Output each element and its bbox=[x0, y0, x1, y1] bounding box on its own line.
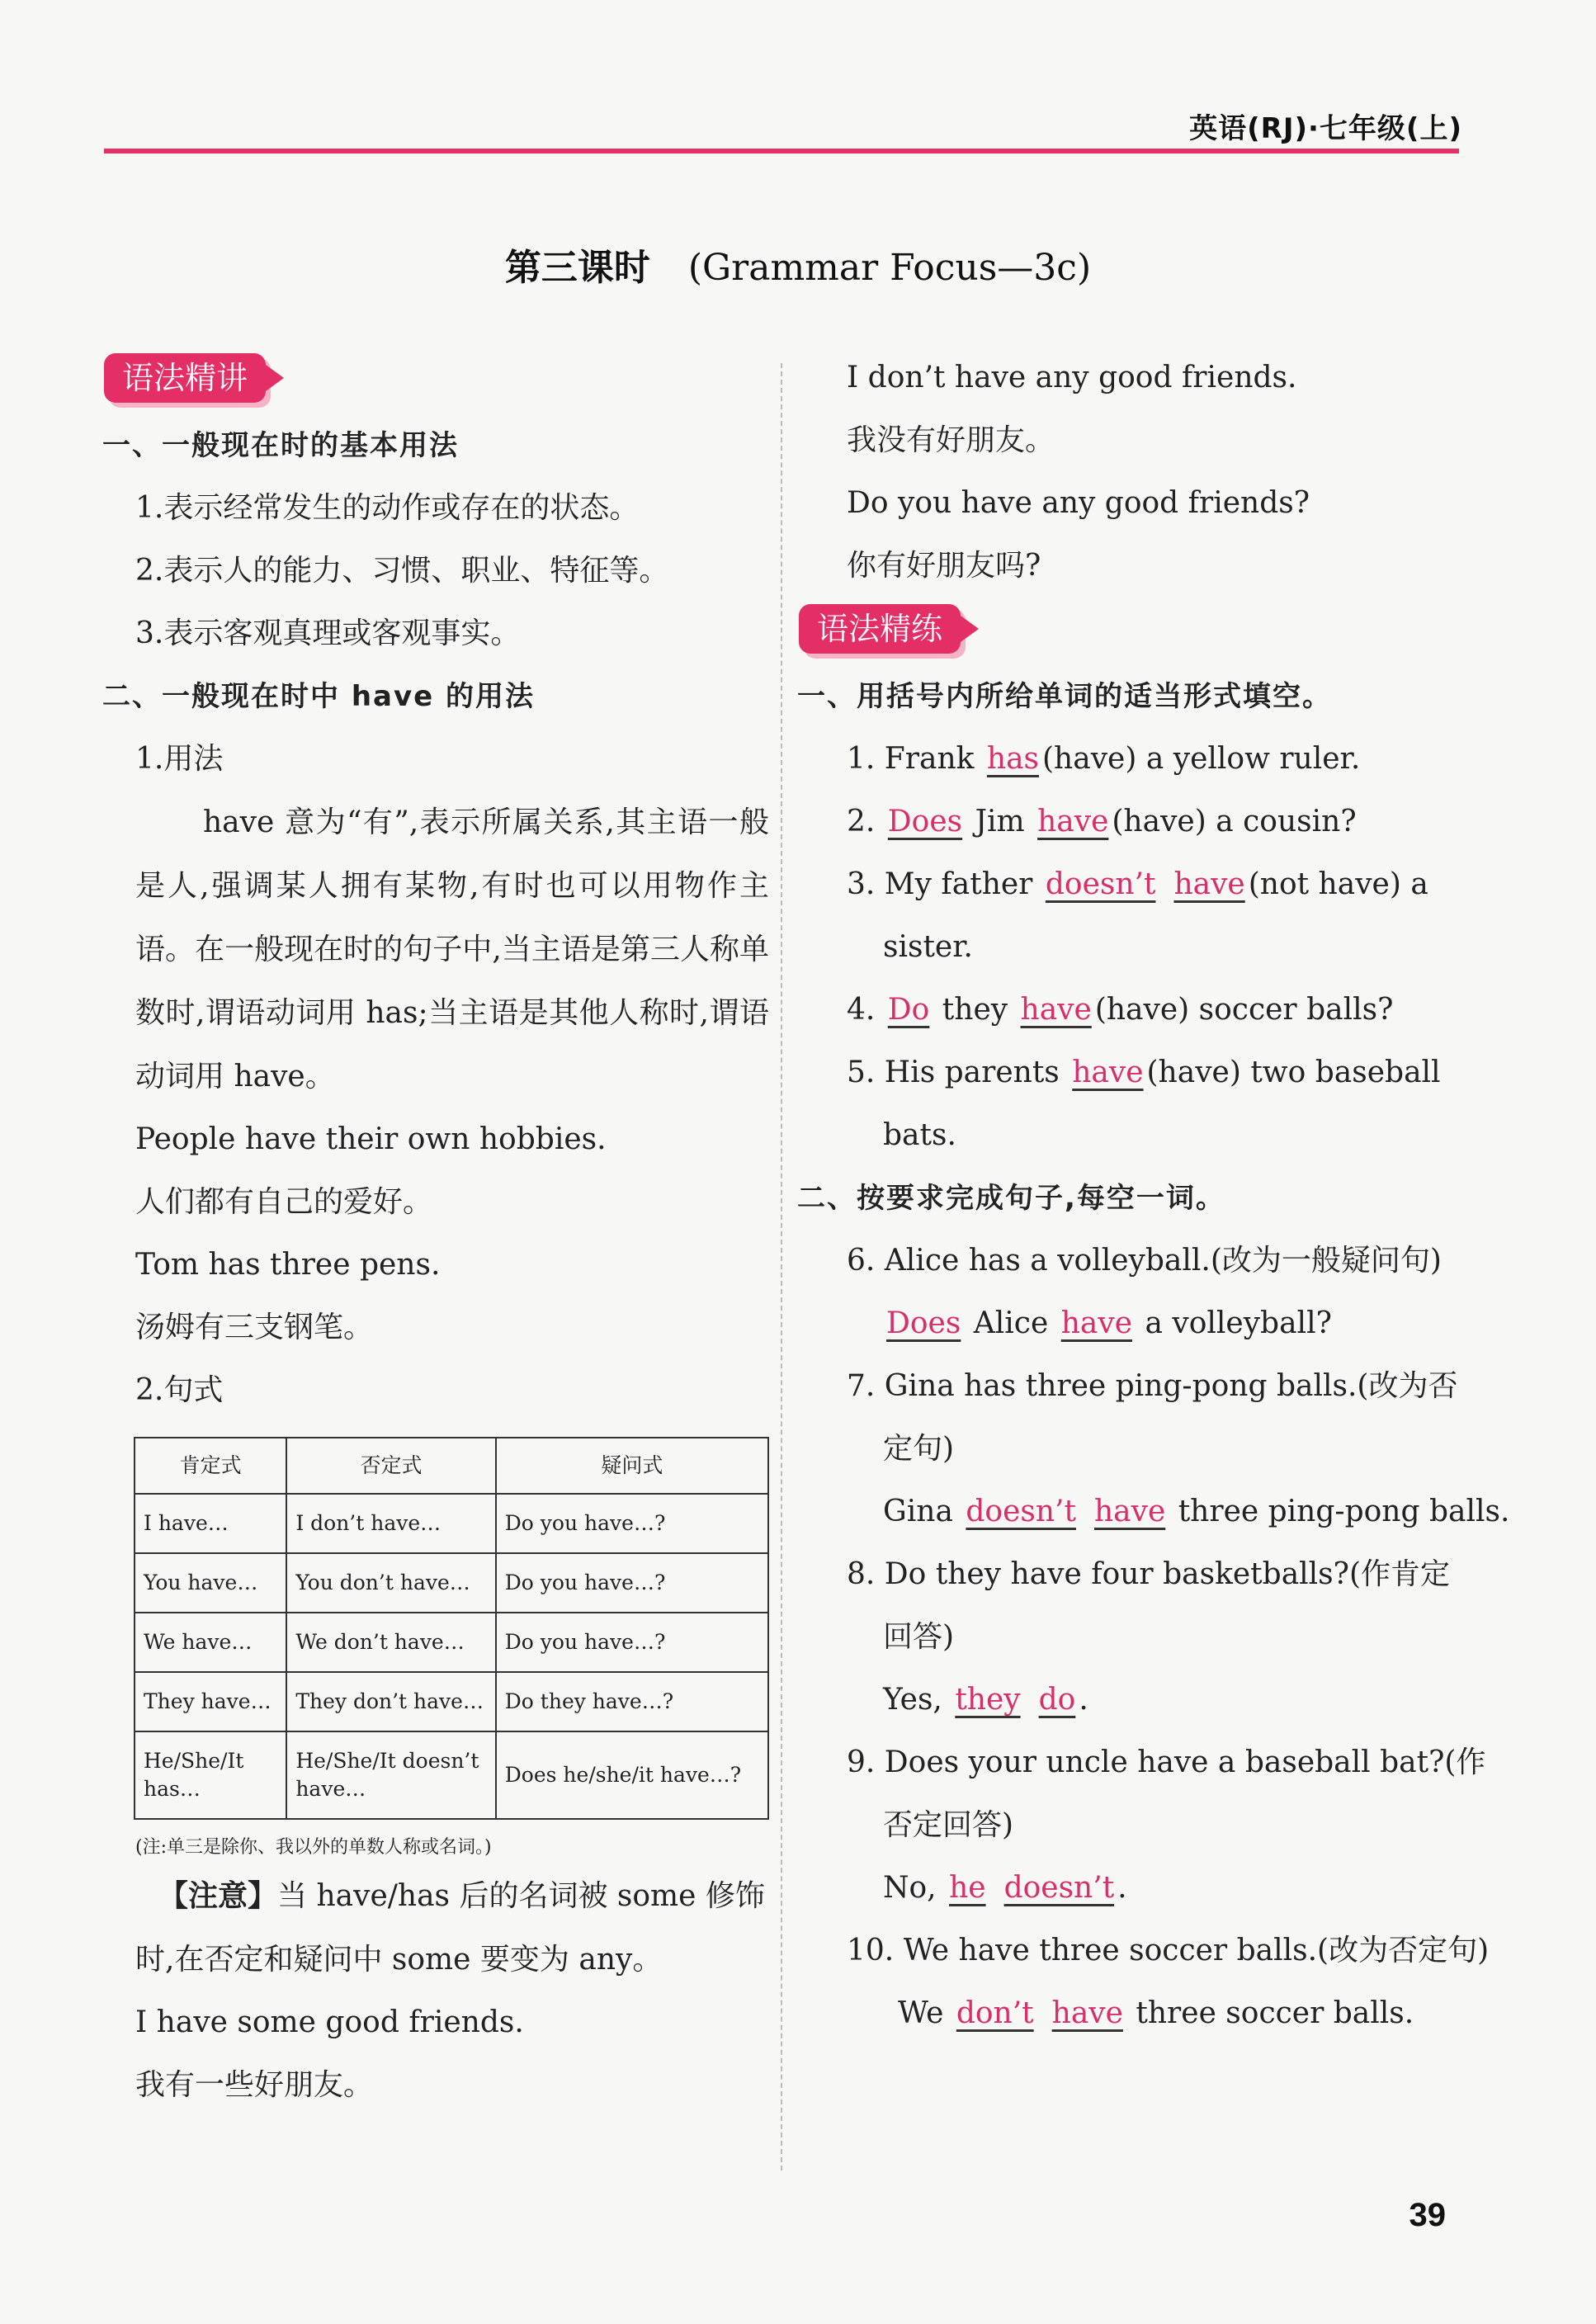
example-sentence: People have their own hobbies. bbox=[135, 1122, 607, 1156]
left-column bbox=[102, 347, 769, 2117]
question-6: 6. Alice has a volleyball.(改为一般疑问句) bbox=[847, 1244, 1442, 1278]
table-cell: You have… bbox=[135, 1553, 286, 1613]
question-7: 7. Gina has three ping-pong balls.(改为否 bbox=[847, 1369, 1458, 1403]
right-column bbox=[797, 347, 1510, 2045]
answer-blank: have bbox=[1051, 1996, 1123, 2030]
answer-blank: don’t bbox=[956, 1996, 1034, 2030]
list-item: 3.表示客观真理或客观事实。 bbox=[135, 616, 521, 650]
lesson-title bbox=[0, 238, 1596, 290]
table-cell: They have… bbox=[135, 1672, 286, 1731]
question-9-continued: 否定回答) bbox=[883, 1808, 1014, 1842]
answer-blank: he bbox=[949, 1871, 986, 1905]
answer-blank: have bbox=[1037, 805, 1109, 838]
table-cell: Do they have…? bbox=[496, 1672, 768, 1731]
table-header: 疑问式 bbox=[496, 1438, 768, 1494]
answer-blank: have bbox=[1060, 1306, 1133, 1340]
table-cell: Do you have…? bbox=[496, 1494, 768, 1553]
grammar-practice-badge: 语法精练 bbox=[799, 604, 961, 654]
lesson-title-zh: 第三课时 bbox=[504, 247, 650, 289]
section-heading: 一、一般现在时的基本用法 bbox=[102, 429, 459, 462]
table-cell: Does he/she/it have…? bbox=[496, 1731, 768, 1819]
answer-line-6: Does Alice have a volleyball? bbox=[797, 1292, 1476, 1355]
table-header: 肯定式 bbox=[135, 1438, 286, 1494]
list-item: 2.表示人的能力、习惯、职业、特征等。 bbox=[135, 554, 669, 588]
table-row bbox=[135, 1494, 768, 1553]
answer-blank: doesn’t bbox=[1045, 867, 1156, 901]
example-sentence: I don’t have any good friends. bbox=[847, 361, 1297, 394]
example-translation: 人们都有自己的爱好。 bbox=[135, 1185, 433, 1219]
answer-blank: has bbox=[986, 742, 1040, 776]
example-translation: 我没有好朋友。 bbox=[847, 423, 1055, 457]
example-sentence: Tom has three pens. bbox=[135, 1248, 441, 1282]
question-9: 9. Does your uncle have a baseball bat?(作 bbox=[847, 1745, 1486, 1779]
answer-blank: have bbox=[1020, 993, 1092, 1027]
answer-blank: they bbox=[955, 1683, 1021, 1717]
question-2: 2. Does Jim have (have) a cousin? bbox=[797, 791, 1476, 853]
table-cell: We don’t have… bbox=[286, 1613, 495, 1672]
table-cell: Do you have…? bbox=[496, 1553, 768, 1613]
exercise-heading: 二、按要求完成句子,每空一词。 bbox=[797, 1182, 1225, 1215]
question-4: 4. Do they have (have) soccer balls? bbox=[797, 979, 1476, 1042]
sentence-pattern-table bbox=[134, 1437, 769, 1820]
table-cell: I have… bbox=[135, 1494, 286, 1553]
table-header-row bbox=[135, 1438, 768, 1494]
question-8: 8. Do they have four basketballs?(作肯定 bbox=[847, 1557, 1451, 1591]
example-sentence: I have some good friends. bbox=[135, 2005, 524, 2039]
table-cell: He/She/It has… bbox=[135, 1731, 286, 1819]
answer-line-8: Yes, they do . bbox=[797, 1669, 1476, 1731]
answer-blank: Does bbox=[886, 1306, 961, 1340]
answer-blank: doesn’t bbox=[966, 1495, 1076, 1528]
usage-paragraph: have 意为“有”,表示所属关系,其主语一般是人,强调某人拥有某物,有时也可以用物作主语。在一般现在时的句子中,当主语是第三人称单数时,谓语动词用 has;当主语是其他人称时,谓语动词用 have。 bbox=[135, 805, 769, 1094]
answer-blank: have bbox=[1072, 1056, 1144, 1089]
table-cell: Do you have…? bbox=[496, 1613, 768, 1672]
usage-label: 1.用法 bbox=[135, 742, 224, 776]
question-10: 10. We have three soccer balls.(改为否定句) bbox=[847, 1934, 1490, 1967]
table-row bbox=[135, 1672, 768, 1731]
example-translation: 我有一些好朋友。 bbox=[135, 2068, 374, 2102]
answer-line-9: No, he doesn’t . bbox=[797, 1857, 1476, 1920]
answer-blank: do bbox=[1038, 1683, 1076, 1717]
header-rule bbox=[104, 149, 1459, 154]
lesson-title-en: (Grammar Focus—3c) bbox=[687, 247, 1092, 289]
grammar-explanation-badge: 语法精讲 bbox=[104, 353, 266, 403]
attention-label: 【注意】 bbox=[158, 1879, 278, 1913]
answer-blank: have bbox=[1093, 1495, 1166, 1528]
page-number: 39 bbox=[1409, 2197, 1446, 2233]
table-cell: We have… bbox=[135, 1613, 286, 1672]
question-5: 5. His parents have (have) two baseball bbox=[797, 1042, 1476, 1104]
example-sentence: Do you have any good friends? bbox=[847, 486, 1310, 520]
table-cell: They don’t have… bbox=[286, 1672, 495, 1731]
answer-line-10: We don’t have three soccer balls. bbox=[797, 1982, 1476, 2045]
question-3: 3. My father doesn’t have (not have) a bbox=[797, 853, 1476, 916]
exercise-heading: 一、用括号内所给单词的适当形式填空。 bbox=[797, 680, 1332, 713]
table-cell: You don’t have… bbox=[286, 1553, 495, 1613]
question-8-continued: 回答) bbox=[883, 1620, 955, 1654]
list-item: 1.表示经常发生的动作或存在的状态。 bbox=[135, 491, 640, 525]
question-1: 1. Frank has (have) a yellow ruler. bbox=[797, 728, 1476, 791]
answer-blank: Does bbox=[887, 805, 963, 838]
page-header: 英语(RJ)·七年级(上) bbox=[1189, 112, 1462, 145]
pattern-label: 2.句式 bbox=[135, 1373, 224, 1407]
table-row bbox=[135, 1731, 768, 1819]
question-3-continued: sister. bbox=[883, 930, 973, 964]
question-5-continued: bats. bbox=[883, 1118, 956, 1152]
table-header: 否定式 bbox=[286, 1438, 495, 1494]
example-translation: 汤姆有三支钢笔。 bbox=[135, 1311, 374, 1344]
answer-blank: have bbox=[1173, 867, 1245, 901]
attention-text: 当 have/has 后的名词被 some 修饰时,在否定和疑问中 some 要变为 any。 bbox=[135, 1879, 765, 1977]
section-heading: 二、一般现在时中 have 的用法 bbox=[102, 680, 536, 713]
attention-note bbox=[102, 1864, 769, 1991]
table-cell: He/She/It doesn’t have… bbox=[286, 1731, 495, 1819]
table-cell: I don’t have… bbox=[286, 1494, 495, 1553]
answer-blank: doesn’t bbox=[1003, 1871, 1115, 1905]
table-row bbox=[135, 1553, 768, 1613]
answer-blank: Do bbox=[887, 993, 930, 1027]
table-note: (注:单三是除你、我以外的单数人称或名词。) bbox=[135, 1837, 492, 1858]
question-7-continued: 定句) bbox=[883, 1432, 955, 1466]
table-row bbox=[135, 1613, 768, 1672]
example-translation: 你有好朋友吗? bbox=[847, 549, 1041, 583]
column-divider bbox=[781, 363, 782, 2170]
answer-line-7: Gina doesn’t have three ping-pong balls. bbox=[797, 1481, 1476, 1543]
